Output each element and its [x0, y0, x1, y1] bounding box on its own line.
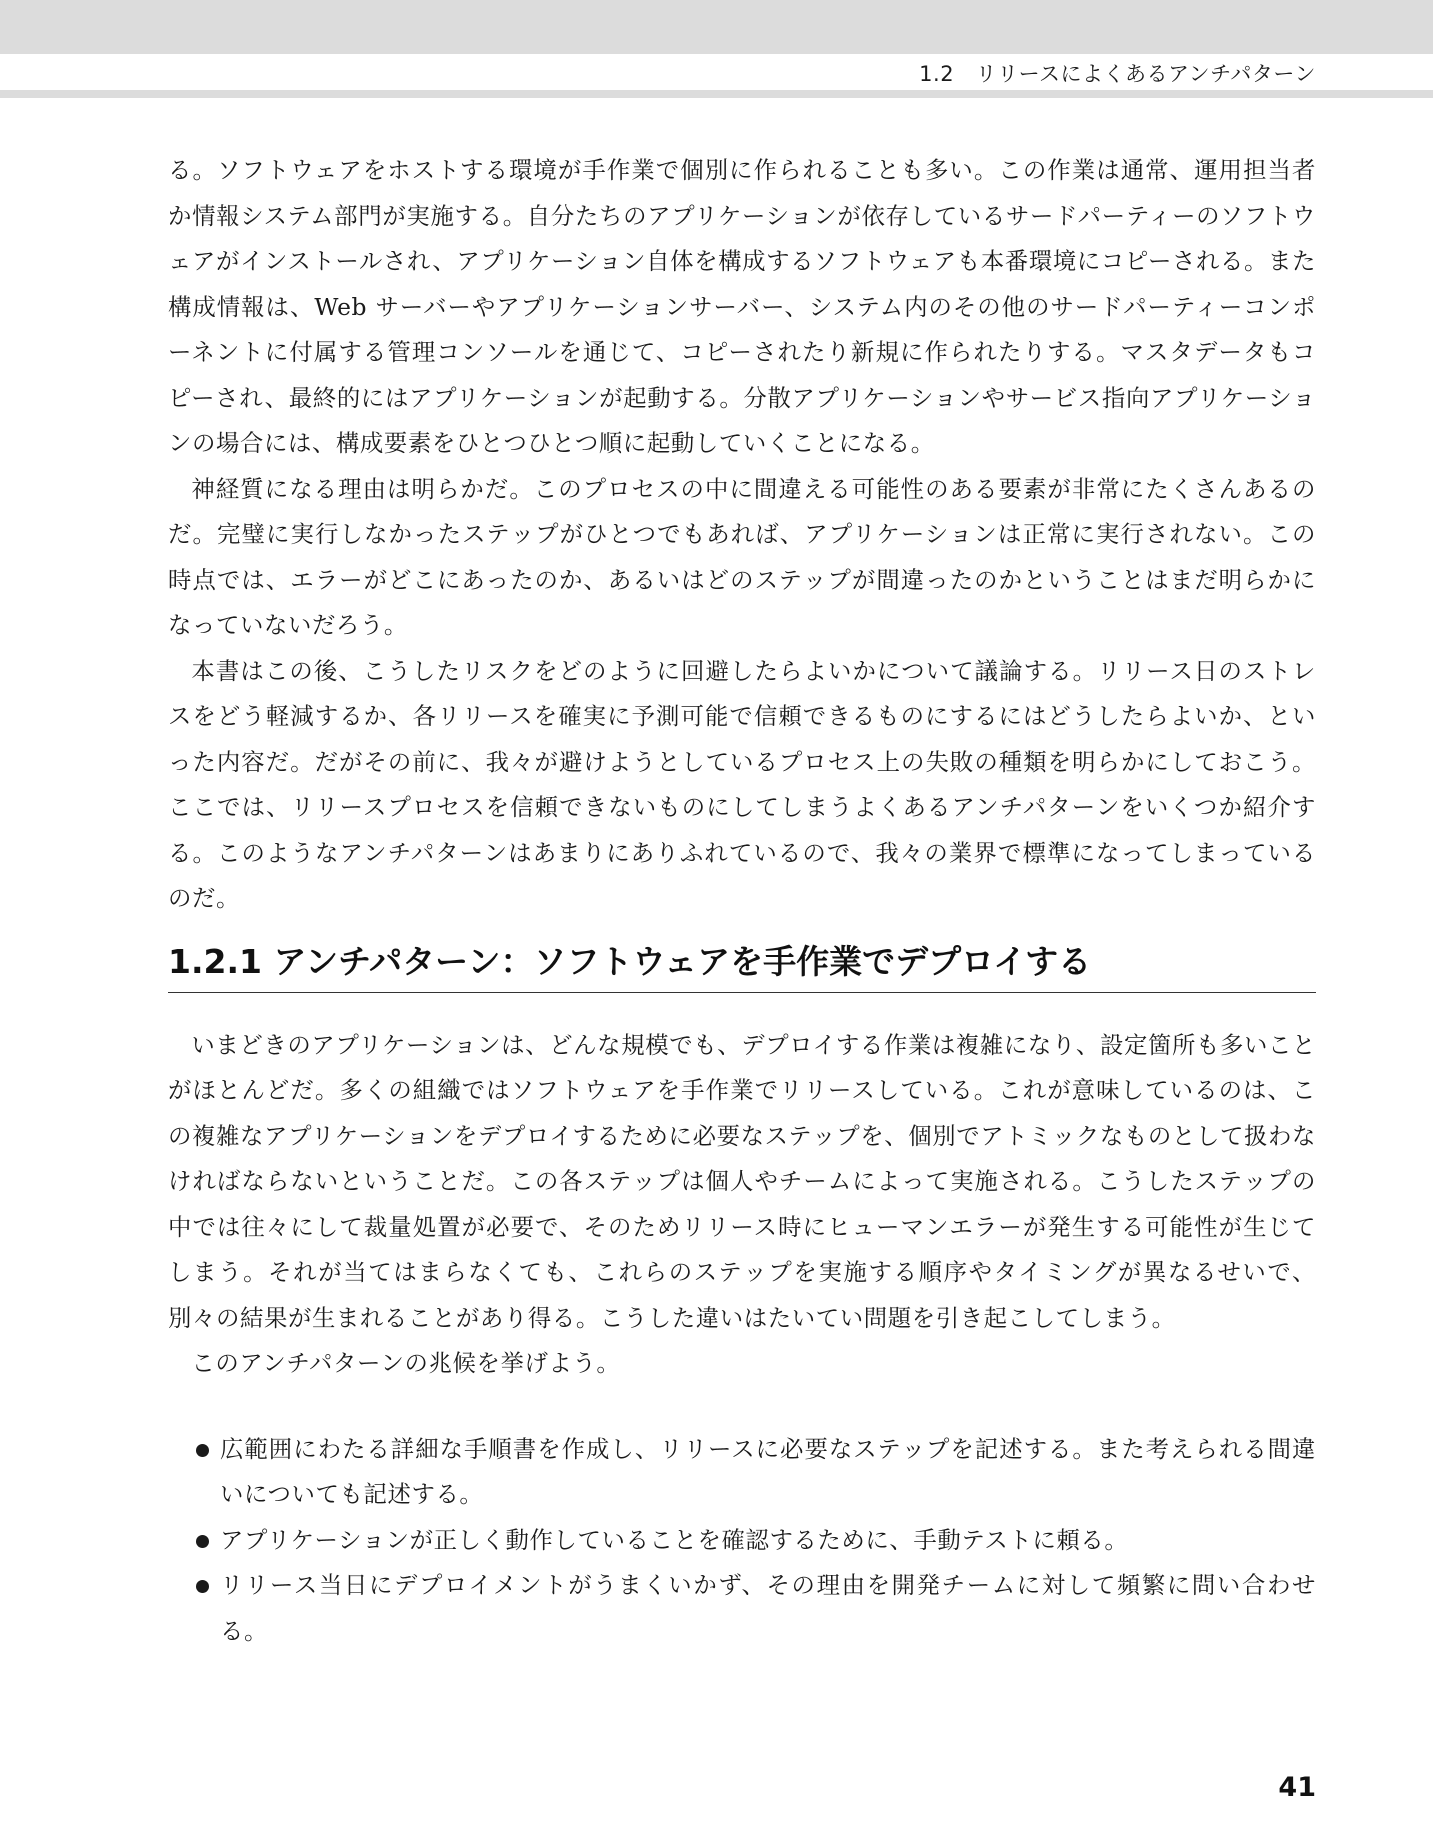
section-paragraph-1: いまどきのアプリケーションは、どんな規模でも、デプロイする作業は複雑になり、設定箇所も多いことがほとんどだ。多くの組織ではソフトウェアを手作業でリリースしている。これが意味しているのは、この複雑なアプリケーションをデプロイするために必要なステップを、個別でアトミックなものとして扱わなければならないということだ。この各ステップは個人やチームによって実施される。こうしたステップの中では往々にして裁量処置が必要で、そのためリリース時にヒューマンエラーが発生する可能性が生じてしまう。それが当てはまらなくても、これらのステップを実施する順序やタイミングが異なるせいで、別々の結果が生まれることがあり得る。こうした違いはたいてい問題を引き起こしてしまう。: [168, 1030, 1316, 1332]
list-item-text: 広範囲にわたる詳細な手順書を作成し、リリースに必要なステップを記述する。また考えられる間違いについても記述する。: [220, 1434, 1316, 1508]
bullet-icon: [196, 1444, 209, 1457]
page-body: [168, 148, 1316, 1654]
body-paragraph-1: る。ソフトウェアをホストする環境が手作業で個別に作られることも多い。この作業は通常、運用担当者か情報システム部門が実施する。自分たちのアプリケーションが依存しているサードパーティーのソフトウェアがインストールされ、アプリケーション自体を構成するソフトウェアも本番環境にコピーされる。また構成情報は、Web サーバーやアプリケーションサーバー、システム内のその他のサードパーティーコンポーネントに付属する管理コンソールを通じて、コピーされたり新規に作られたりする。マスタデータもコピーされ、最終的にはアプリケーションが起動する。分散アプリケーションやサービス指向アプリケーションの場合には、構成要素をひとつひとつ順に起動していくことになる。: [168, 156, 1316, 457]
list-item-text: リリース当日にデプロイメントがうまくいかず、その理由を開発チームに対して頻繁に問い合わせる。: [220, 1571, 1316, 1645]
body-paragraph-3: 本書はこの後、こうしたリスクをどのように回避したらよいかについて議論する。リリース日のストレスをどう軽減するか、各リリースを確実に予測可能で信頼できるものにするにはどうしたらよいか、といった内容だ。だがその前に、我々が避けようとしているプロセス上の失敗の種類を明らかにしておこう。ここでは、リリースプロセスを信頼できないものにしてしまうよくあるアンチパターンをいくつか紹介する。このようなアンチパターンはあまりにありふれているので、我々の業界で標準になってしまっているのだ。: [168, 656, 1316, 912]
page-number: 41: [1278, 1772, 1316, 1803]
list-item: [168, 1427, 1316, 1518]
bullet-icon: [196, 1580, 209, 1593]
body-paragraph-2: 神経質になる理由は明らかだ。このプロセスの中に間違える可能性のある要素が非常にたくさんあるのだ。完璧に実行しなかったステップがひとつでもあれば、アプリケーションは正常に実行されない。この時点では、エラーがどこにあったのか、あるいはどのステップが間違ったのかということはまだ明らかになっていないだろう。: [168, 474, 1316, 639]
section-body: [168, 1023, 1316, 1655]
list-item: [168, 1518, 1316, 1564]
list-item-text: アプリケーションが正しく動作していることを確認するために、手動テストに頼る。: [220, 1525, 1129, 1554]
section-paragraph-2: このアンチパターンの兆候を挙げよう。: [191, 1349, 621, 1377]
header-band: [0, 0, 1433, 54]
section-heading: 1.2.1 アンチパターン：ソフトウェアを手作業でデプロイする: [168, 936, 1316, 993]
list-item: [168, 1563, 1316, 1654]
header-rule: [0, 90, 1433, 98]
symptom-list: [168, 1427, 1316, 1655]
bullet-icon: [196, 1535, 209, 1548]
running-header: 1.2 リリースによくあるアンチパターン: [919, 62, 1316, 86]
